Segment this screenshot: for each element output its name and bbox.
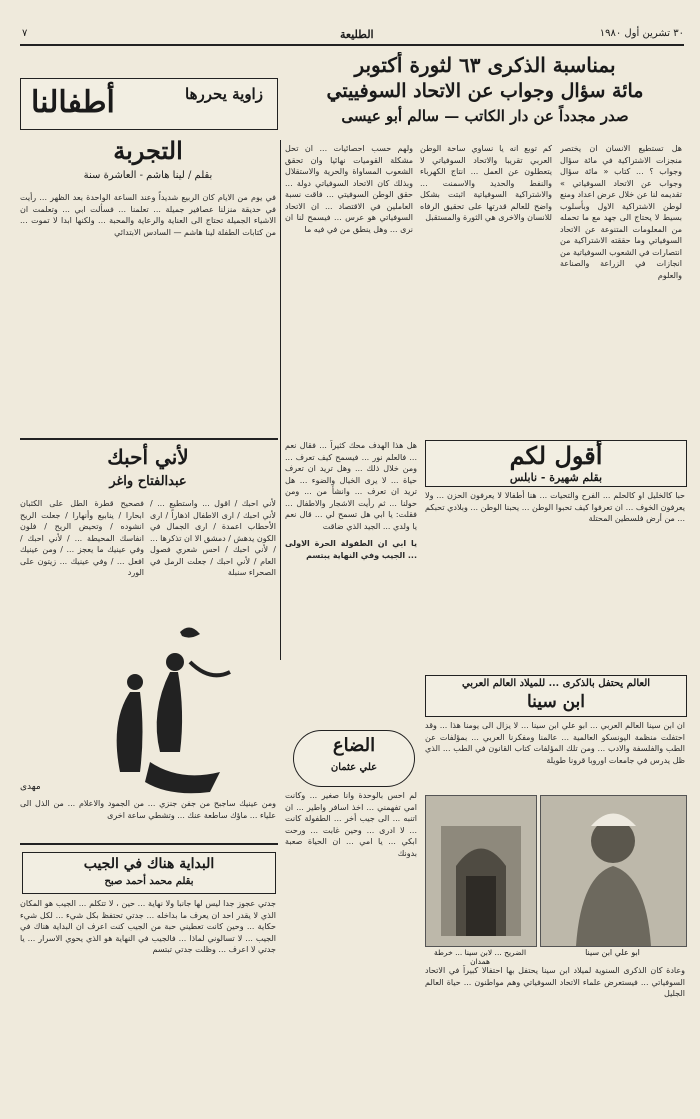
- corner-title-top: زاوية يحررها: [185, 85, 263, 103]
- page-header: [20, 14, 684, 46]
- poem-lines-right: لأني احبك / اقول ... واستطيع ... / لأني احبك / ارى الاطفال اذهاراً / ارى الأحطاب اعمدة / ارى الجمال في الكون يدهش / دمشق الا ان تذكرها ... / لأني احبك / احس شعري فصول العام / لأني احبك / جعلت الرمل في الصحراء سنبلة: [150, 499, 276, 577]
- portrait-image: [541, 796, 686, 946]
- ibn-sina-title: ابن سينا: [527, 692, 585, 712]
- ibn-sina-text: [425, 720, 685, 790]
- ibn-sina-banner: [425, 675, 687, 717]
- section-divider: [20, 438, 278, 440]
- feature-column-left: [285, 143, 413, 433]
- dialogue-body: هل هذا الهدف محك كثيراً ... فقال نعم ... فالعلم نور ... فيسمح كيف تعرف ... ومن خلال ذلك ... وهل تريد ان تعرف حياة ... لا يرى الخيال والضوء ... هل تريد ان تعرف ... وانشأ من ... ومن حولنا ... ثم رأيت الاشجار والاطفال ... فقلت: يا ابي هل تسمح لي ... قال نعم يا ولدي ... الجيد الذي ضاقت: [285, 441, 417, 531]
- column-divider: [280, 140, 281, 660]
- header-paper: الطليعة: [340, 28, 374, 41]
- story-title: التجربة: [113, 136, 183, 165]
- feature-text-left: ولهم حسب احصائيات ... ان تحل مشكلة القوميات نهائيا وان تحقق الشعوب المساواة والحرية والاستقلال وبذلك كان الاتحاد السوفياتي دولة ... حقق الوطن السوفيتي ... فاقت نسبة العاملين في الاقتصاد ... ان الاتحاد السوفياتي هو عرس ... فيسمح لنا ان نرى ... وهل ينطق من في فيه ما: [285, 144, 413, 234]
- ibn-sina-body: ان ابن سينا العالم العربي ... ابو علي ابن سينا ... لا يزال الى يومنا هذا ... وقد احتفلت منظمة اليونسكو العالمية ... عالمنا ومفكرنا العربي ... بمؤلفات عن الطب والفلسفة والادب ... ومن تلك المؤلفات كتاب القانون في الطب ... الذي ظل يدرس في جامعات اوروبا قرونا طويلة: [425, 721, 685, 765]
- beginning-section: [20, 898, 276, 1098]
- feature-text-right: هل تستطيع الانسان ان يختصر منجزات الاشتراكية في مائة سؤال وجواب ؟ ... كتاب « مائة سؤال وجواب عن الاتحاد السوفياتي » تقديمه لنا عن خلال عرض اعداد ومنع لوطن الاشتراكية الاول وبأسلوب بسيط لا يحتاج الى جهد مع ما تحمله من المعلومات المتنوعة عن الاتحاد السوفياتي وما حققته الاشتراكية من انتصارات في الشعوب السوفياتية من انجازات في الزراعة والصناعة والعلوم: [560, 144, 682, 280]
- children-corner-banner: [20, 78, 278, 130]
- story-body: في يوم من الايام كان الربيع شديداً وعند الساعة الواحدة بعد الظهر ... رأيت في حديقة منزلنا عصافير جميلة ... تعلمنا ... فسألت ابي ... وتعلمت ان الاشياء الجميلة تحتاج الى العناية والرعاية والمحبة ... ولكنها ابدا لا تموت ... من كتابات الطفلة لينا هاشم — السادس الابتدائي: [20, 193, 276, 237]
- greeting-body: حبا كالخليل او كالحلم ... الفرح والتحيات ... هنا أطفالا لا يعرفون الحزن ... ولا يعرفون الخوف ... ان تعرفوا كيف تحبوا الوطن ... يحبنا الوطن ... وبلادي تحبكم ... من أرض فلسطين المحتلة: [425, 491, 685, 523]
- mausoleum-photo: [425, 795, 537, 947]
- section-divider-2: [20, 843, 278, 845]
- dancers-illustration: [90, 622, 240, 802]
- main-feature-headline: [285, 52, 685, 142]
- lost-banner: [293, 730, 415, 787]
- poem-column-right: [150, 498, 276, 579]
- headline-line3: صدر مجدداً عن دار الكاتب — سالم أبو عيسى: [341, 107, 629, 125]
- poem-section: [20, 442, 276, 842]
- headline-line1: بمناسبة الذكرى ٦٣ لثورة أكتوبر: [354, 53, 616, 77]
- poem-column-left: [20, 498, 144, 579]
- beginning-byline: بقلم محمد أحمد صبح: [104, 876, 194, 887]
- header-page-number: ٧: [22, 28, 28, 39]
- beginning-title: البداية هناك في الجيب: [83, 856, 215, 872]
- greeting-banner: [425, 440, 687, 487]
- poem-author: عبدالفتاح واغر: [109, 474, 187, 489]
- dialogue-section: [285, 440, 417, 715]
- feature-text-middle: كم توبع انه يا نساوي ساحة الوطن العربي تقريبا والاتحاد السوفياتي لا يتعطلون عن العمل ... انتاج الكهرباء والنفط والحديد والاسمنت ... والاشتراكية السوفياتية اثبتت بشكل واضح للعالم قدرتها على تحقيق الرفاه للانسان والاخرى هي الثورة والمستقبل: [420, 144, 552, 222]
- dialogue-footer: يا ابي ان الطفولة الحرة الاولى ... الجيب وفي النهاية يبتسم: [285, 539, 417, 560]
- poem-title: لأني أحبك: [107, 445, 189, 469]
- lost-section: [285, 790, 417, 1095]
- ibn-sina-subtitle: العالم يحتفل بالذكرى ... للميلاد العالم العربي: [461, 678, 651, 689]
- feature-column-middle: [420, 143, 552, 433]
- children-corner-story: [20, 134, 276, 434]
- headline-line2: مائة سؤال وجواب عن الاتحاد السوفييتي: [326, 80, 644, 102]
- greeting-title: أقول لكم: [509, 441, 603, 470]
- lost-title: الضاع: [332, 735, 376, 756]
- poem-caption: مهدى: [20, 782, 41, 792]
- poem-footer: ومن عينيك ساجبح من جفن جنزي ... من الجمود والاعلام ... من الذل الى علياء ... ماؤك ساطعة عنك ... وتشطي ساعة اخرى: [20, 799, 276, 820]
- ibn-sina-portrait: [540, 795, 687, 947]
- ibn-sina-footer: وعادة كان الذكرى السنوية لميلاد ابن سينا يحتفل بها احتفالا كبيراً في الاتحاد السوفياتي ... فيستعرض علماء الاتحاد السوفياتي وهم مواطنون ... حياة العالم الجليل: [425, 966, 685, 998]
- mausoleum-image: [426, 796, 536, 946]
- lost-body: لم احس بالوحدة وانا صغير ... وكانت امي تفهمني ... اخذ اسافر واطير ... ان اتنبه ... الى جيب أخر ... الطفولة كانت ... لا ادرى ... وحين غابت ... ورحت ابكي ... يا امي ... ان الحياة صعبة بدونك: [285, 791, 417, 858]
- lost-byline: علي عثمان: [330, 762, 378, 773]
- story-byline: بقلم / لينا هاشم - العاشرة سنة: [83, 170, 213, 181]
- greeting-section: [425, 490, 685, 670]
- portrait-caption: ابو علي ابن سينا: [585, 948, 640, 957]
- ibn-sina-footer-section: [425, 965, 685, 1095]
- greeting-byline: بقلم شهيرة - نابلس: [509, 471, 603, 484]
- mausoleum-caption: الضريح ... لابن سينا ... خرطة همدان: [433, 948, 527, 966]
- beginning-body: جدتي عجوز جدا ليس لها جانبا ولا نهاية ... حين ، لا تتكلم ... الجيب هو المكان الذي لا يقدر احد ان يعرف ما بداخله ... جدتي تحتفظ بكل شيء ... لكل شيء حكاية ... وحين كانت تعطيني حبة من الجيب كنت اعرف ان البداية هناك في الجيب ... لا تسالوني لماذا ... فالجيب في النهاية هو الذي يحوي الاسرار ... يا جدتي لا اعرف ... وظلت جدتي تبتسم: [20, 899, 276, 954]
- header-date: ٣٠ تشرين أول ١٩٨٠: [599, 28, 684, 39]
- beginning-banner: [22, 852, 276, 894]
- feature-column-right: [560, 143, 682, 433]
- corner-title-big: أطفالنا: [31, 85, 115, 120]
- poem-lines-left: فصحيح قطرة الطل على الكثبان ابحارا / ينابيع وأنهارا / جعلت الريح انشوده / وتحيض الريح / فلون انفاسك المحيطة ... / لأني احبك / وفي عينيك ما يعجز ... / ومن عينيك افعل ... / وفي عينيك ... زيتون على الورد: [20, 499, 144, 577]
